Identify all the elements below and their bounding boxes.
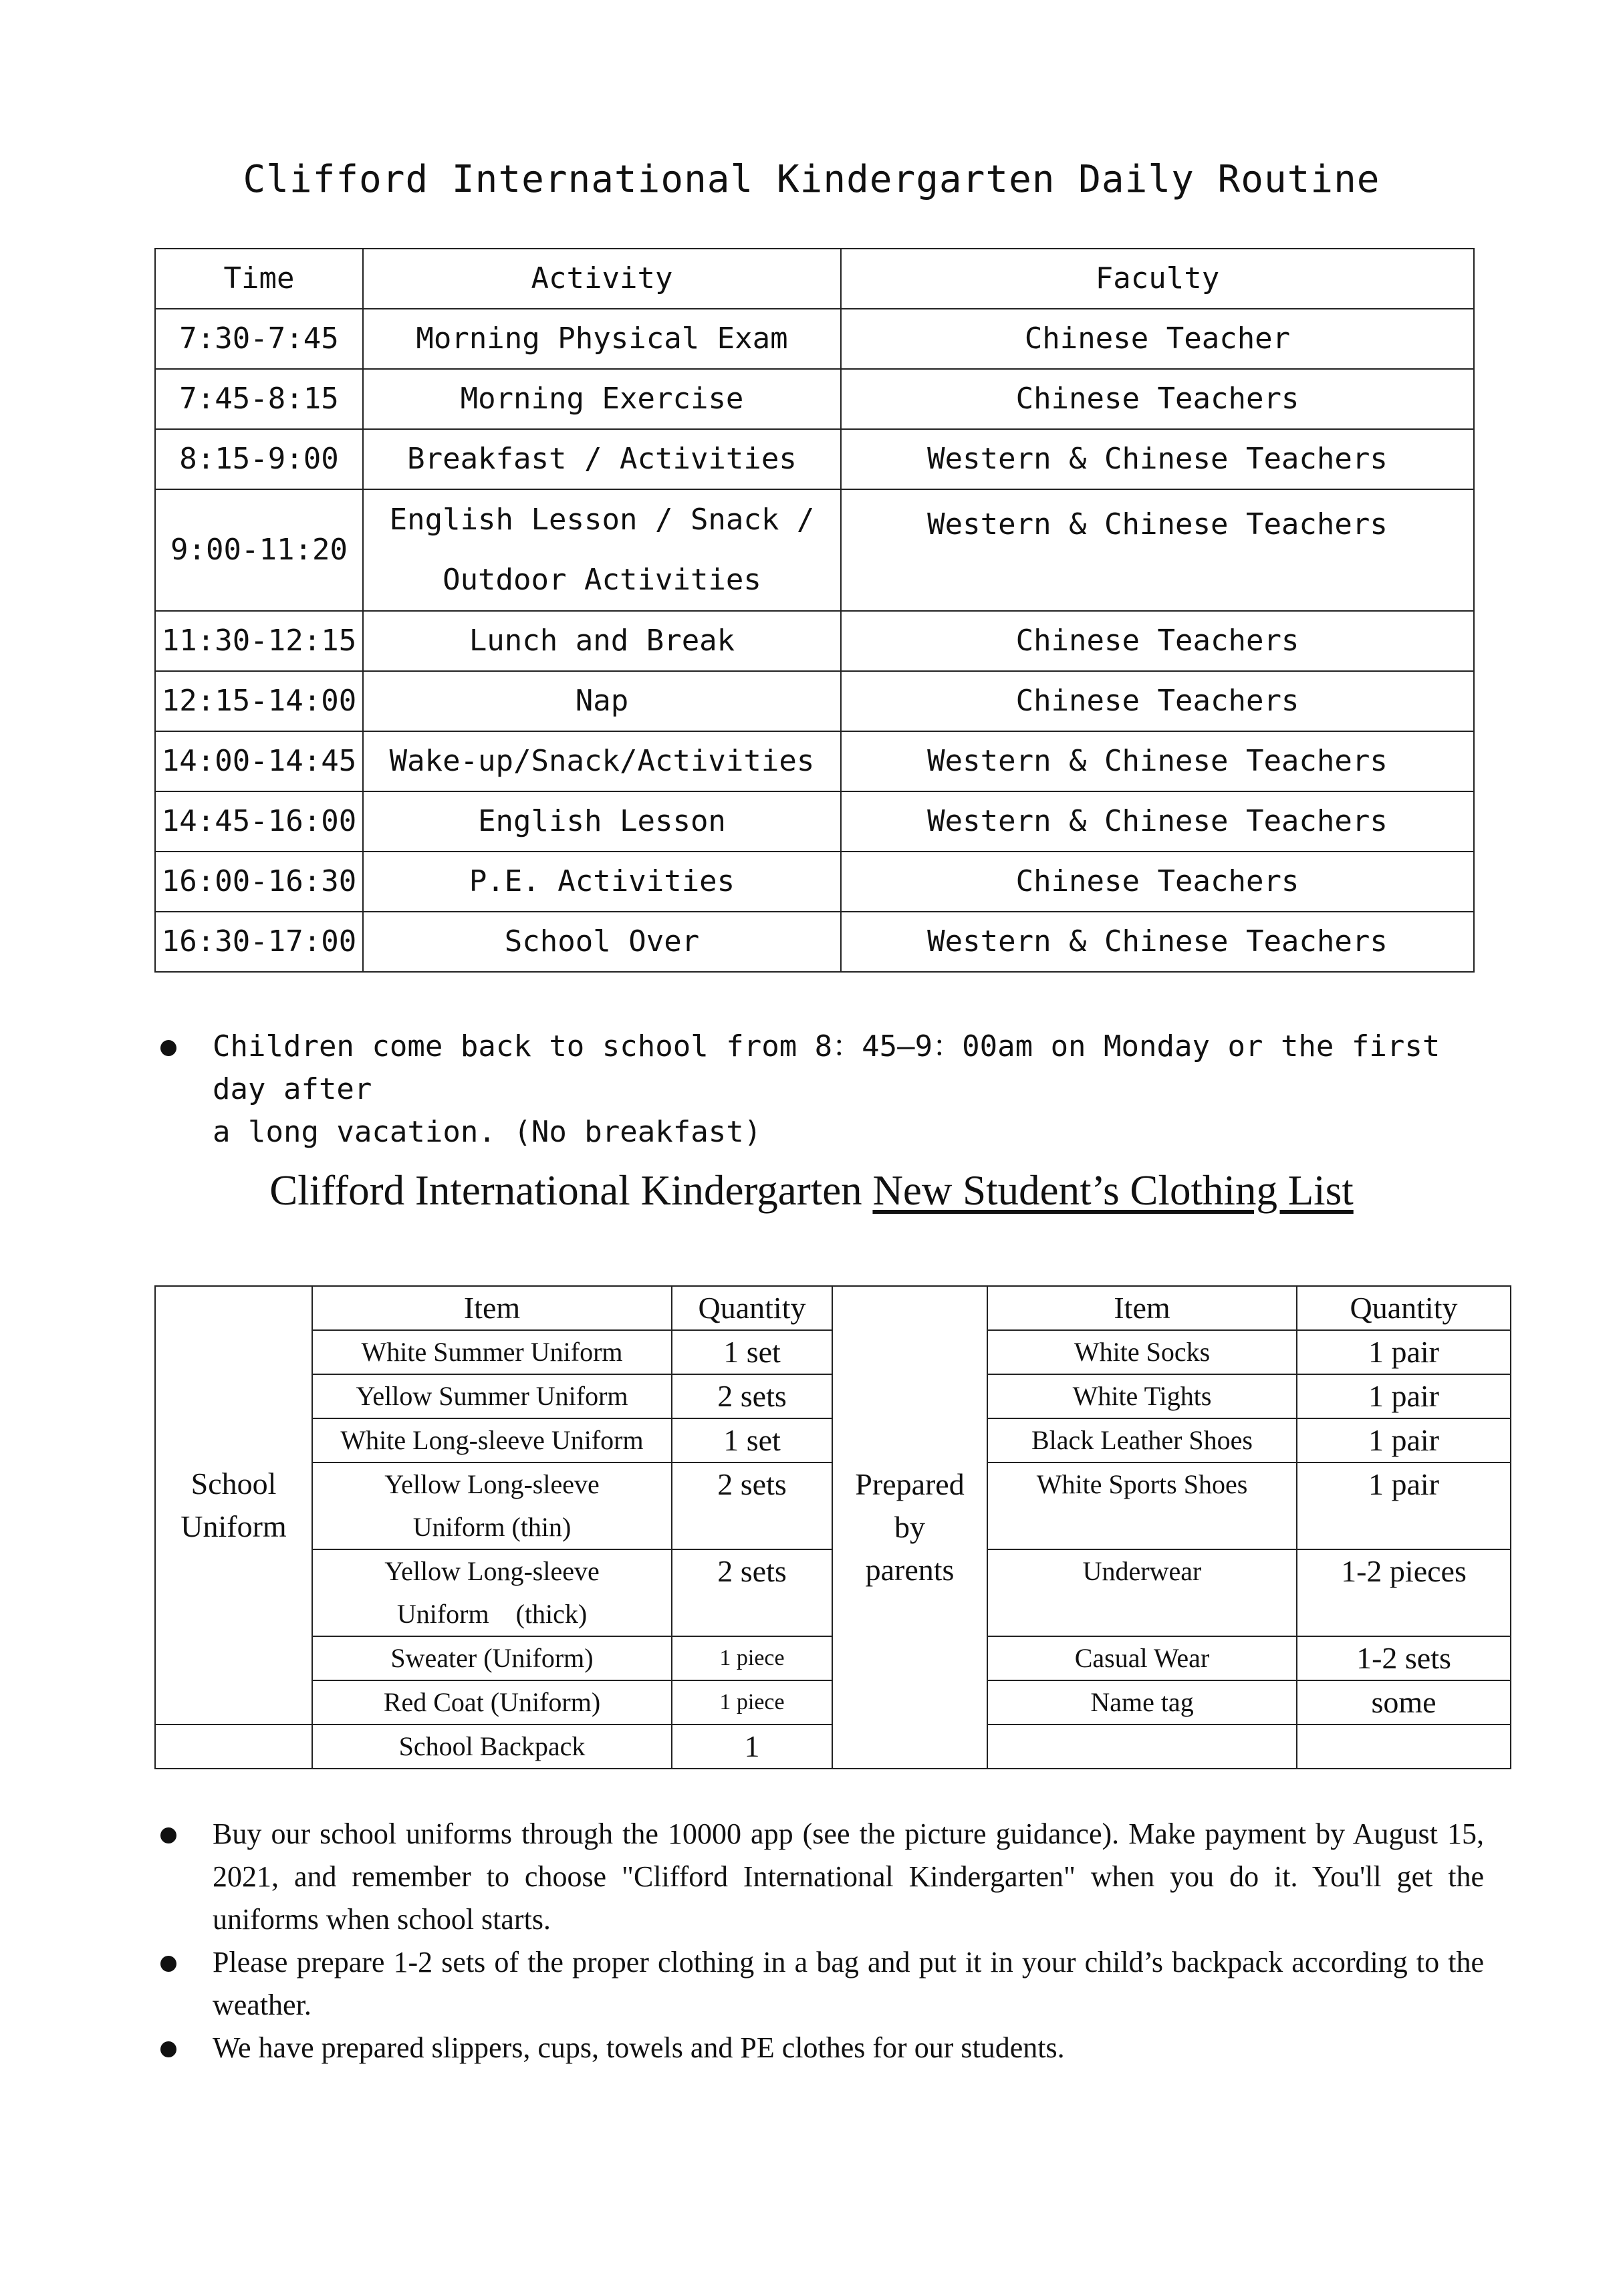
routine-faculty: Chinese Teachers bbox=[841, 369, 1474, 429]
group-label-line: School bbox=[191, 1466, 277, 1501]
notes-item bbox=[160, 1813, 1484, 1941]
routine-time: 16:00-16:30 bbox=[155, 852, 363, 912]
clothing-item: Sweater (Uniform) bbox=[312, 1636, 672, 1680]
header-quantity: Quantity bbox=[1297, 1286, 1511, 1330]
empty-cell bbox=[1297, 1725, 1511, 1769]
empty-cell bbox=[987, 1725, 1297, 1769]
routine-time: 7:45-8:15 bbox=[155, 369, 363, 429]
clothing-qty: 2 sets bbox=[672, 1374, 832, 1418]
routine-row bbox=[155, 489, 1474, 611]
clothing-item: White Socks bbox=[987, 1330, 1297, 1374]
routine-row bbox=[155, 611, 1474, 671]
clothing-qty: 1 pair bbox=[1297, 1330, 1511, 1374]
clothing-qty: 1 set bbox=[672, 1418, 832, 1462]
clothing-qty: 1-2 pieces bbox=[1297, 1549, 1511, 1636]
routine-row bbox=[155, 369, 1474, 429]
bullet-dot bbox=[160, 1040, 176, 1056]
group-label-line: Prepared bbox=[855, 1467, 965, 1501]
group-label-line: Uniform bbox=[180, 1509, 287, 1543]
routine-time: 14:45-16:00 bbox=[155, 791, 363, 852]
routine-time: 11:30-12:15 bbox=[155, 611, 363, 671]
group-label-line: by bbox=[894, 1510, 925, 1544]
clothing-header-row bbox=[155, 1286, 1511, 1330]
clothing-title bbox=[0, 1166, 1623, 1215]
clothing-table bbox=[154, 1285, 1511, 1769]
clothing-item: Name tag bbox=[987, 1680, 1297, 1725]
routine-faculty: Western & Chinese Teachers bbox=[841, 731, 1474, 791]
routine-header-row bbox=[155, 249, 1474, 309]
clothing-item bbox=[312, 1549, 672, 1636]
clothing-qty: 1-2 sets bbox=[1297, 1636, 1511, 1680]
notes-item bbox=[160, 2027, 1484, 2069]
clothing-item: White Summer Uniform bbox=[312, 1330, 672, 1374]
empty-cell bbox=[155, 1725, 312, 1769]
clothing-item: White Long-sleeve Uniform bbox=[312, 1418, 672, 1462]
bullet-dot bbox=[160, 2041, 176, 2057]
routine-table bbox=[154, 248, 1475, 973]
clothing-item: White Tights bbox=[987, 1374, 1297, 1418]
clothing-item bbox=[312, 1462, 672, 1549]
clothing-item: Red Coat (Uniform) bbox=[312, 1680, 672, 1725]
clothing-qty: 1 piece bbox=[672, 1636, 832, 1680]
routine-row bbox=[155, 671, 1474, 731]
routine-faculty: Western & Chinese Teachers bbox=[841, 429, 1474, 489]
clothing-qty: 1 pair bbox=[1297, 1462, 1511, 1549]
routine-activity bbox=[363, 489, 841, 611]
routine-activity: English Lesson bbox=[363, 791, 841, 852]
header-item: Item bbox=[987, 1286, 1297, 1330]
clothing-qty: 1 pair bbox=[1297, 1418, 1511, 1462]
header-faculty: Faculty bbox=[841, 249, 1474, 309]
header-time: Time bbox=[155, 249, 363, 309]
routine-time: 16:30-17:00 bbox=[155, 912, 363, 972]
group-label-line: parents bbox=[865, 1553, 955, 1587]
clothing-item-line: Yellow Long-sleeve bbox=[384, 1556, 600, 1586]
prepared-by-parents-group bbox=[832, 1286, 987, 1769]
clothing-qty: 1 pair bbox=[1297, 1374, 1511, 1418]
clothing-item: School Backpack bbox=[312, 1725, 672, 1769]
routine-row bbox=[155, 309, 1474, 369]
routine-activity: Morning Exercise bbox=[363, 369, 841, 429]
clothing-item-line: Uniform (thick) bbox=[396, 1599, 588, 1629]
notes-text: Please prepare 1-2 sets of the proper clothing in a bag and put it in your child’s backpack according to the weather. bbox=[213, 1946, 1484, 2021]
routine-faculty: Western & Chinese Teachers bbox=[841, 912, 1474, 972]
bullet-dot bbox=[160, 1956, 176, 1972]
header-activity: Activity bbox=[363, 249, 841, 309]
clothing-item-line: Uniform (thin) bbox=[412, 1512, 572, 1542]
routine-faculty: Chinese Teachers bbox=[841, 852, 1474, 912]
notes-item bbox=[160, 1941, 1484, 2027]
routine-faculty: Chinese Teachers bbox=[841, 671, 1474, 731]
routine-activity: School Over bbox=[363, 912, 841, 972]
clothing-qty: 1 bbox=[672, 1725, 832, 1769]
routine-activity: P.E. Activities bbox=[363, 852, 841, 912]
routine-faculty: Chinese Teachers bbox=[841, 611, 1474, 671]
clothing-qty: 1 piece bbox=[672, 1680, 832, 1725]
routine-time: 7:30-7:45 bbox=[155, 309, 363, 369]
header-item: Item bbox=[312, 1286, 672, 1330]
routine-row bbox=[155, 852, 1474, 912]
routine-row bbox=[155, 912, 1474, 972]
routine-row bbox=[155, 731, 1474, 791]
clothing-qty: 2 sets bbox=[672, 1549, 832, 1636]
routine-row bbox=[155, 429, 1474, 489]
routine-activity: Morning Physical Exam bbox=[363, 309, 841, 369]
routine-activity-line: Outdoor Activities bbox=[443, 563, 761, 597]
header-quantity: Quantity bbox=[672, 1286, 832, 1330]
clothing-item: Casual Wear bbox=[987, 1636, 1297, 1680]
routine-time: 12:15-14:00 bbox=[155, 671, 363, 731]
routine-activity: Lunch and Break bbox=[363, 611, 841, 671]
clothing-item: Black Leather Shoes bbox=[987, 1418, 1297, 1462]
routine-note-line: a long vacation. (No breakfast) bbox=[213, 1115, 762, 1149]
clothing-title-underlined: New Student’s Clothing List bbox=[872, 1167, 1354, 1214]
school-uniform-group bbox=[155, 1286, 312, 1725]
routine-activity: Breakfast / Activities bbox=[363, 429, 841, 489]
routine-time: 14:00-14:45 bbox=[155, 731, 363, 791]
routine-activity-line: English Lesson / Snack / bbox=[389, 503, 815, 537]
clothing-item: Yellow Summer Uniform bbox=[312, 1374, 672, 1418]
routine-faculty: Western & Chinese Teachers bbox=[841, 489, 1474, 611]
routine-activity: Nap bbox=[363, 671, 841, 731]
clothing-qty: 2 sets bbox=[672, 1462, 832, 1549]
routine-note bbox=[160, 1025, 1491, 1154]
clothing-item-line: Yellow Long-sleeve bbox=[384, 1469, 600, 1499]
routine-activity: Wake-up/Snack/Activities bbox=[363, 731, 841, 791]
routine-time: 8:15-9:00 bbox=[155, 429, 363, 489]
routine-row bbox=[155, 791, 1474, 852]
notes-text: We have prepared slippers, cups, towels and PE clothes for our students. bbox=[213, 2031, 1065, 2064]
clothing-qty: some bbox=[1297, 1680, 1511, 1725]
bullet-dot bbox=[160, 1827, 176, 1843]
clothing-item: Underwear bbox=[987, 1549, 1297, 1636]
clothing-title-plain: Clifford International Kindergarten bbox=[269, 1167, 873, 1214]
notes-text: Buy our school uniforms through the 10000 app (see the picture guidance). Make payment by August 15, 2021, and remember to choose "Clifford International Kindergarten" when you do it. You'll get the uniforms when school starts. bbox=[213, 1817, 1484, 1936]
routine-note-line: Children come back to school from 8：45—9：00am on Monday or the first day after bbox=[213, 1029, 1441, 1106]
routine-time: 9:00-11:20 bbox=[155, 489, 363, 611]
routine-title: Clifford International Kindergarten Daily Routine bbox=[243, 158, 1380, 201]
routine-faculty: Western & Chinese Teachers bbox=[841, 791, 1474, 852]
clothing-item: White Sports Shoes bbox=[987, 1462, 1297, 1549]
routine-faculty: Chinese Teacher bbox=[841, 309, 1474, 369]
clothing-qty: 1 set bbox=[672, 1330, 832, 1374]
